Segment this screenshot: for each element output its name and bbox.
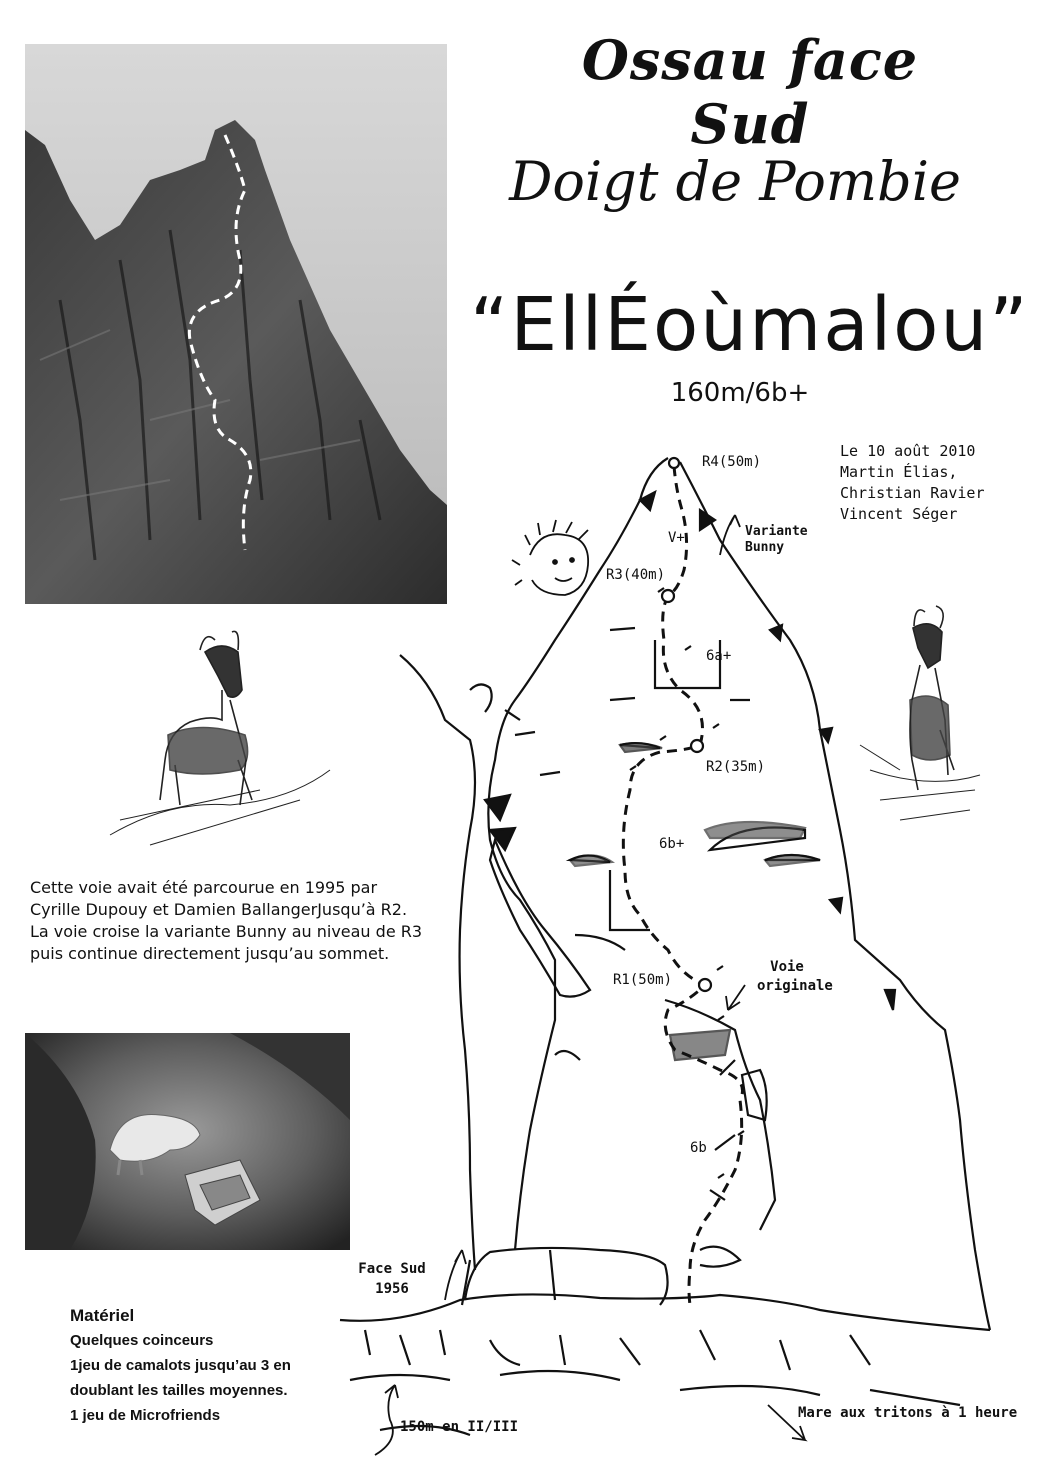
marmot-cave-image: [25, 1033, 350, 1250]
gear-item: 1 jeu de Microfriends: [70, 1407, 221, 1424]
summit-title: Doigt de Pombie: [509, 150, 961, 213]
face-sud-label-line: Face Sud: [358, 1261, 426, 1277]
route-description: [30, 877, 470, 965]
route-grade: 160m/6b+: [670, 378, 810, 408]
first-ascent-credits: [840, 441, 985, 525]
mountain-photo: [25, 44, 447, 604]
original-label-line: Voie: [770, 959, 804, 975]
chamois-sketch-left: [110, 631, 330, 845]
description-line: Cyrille Dupouy et Damien BallangerJusqu’à R2.: [30, 900, 408, 919]
original-label-line: originale: [757, 978, 833, 994]
variant-label-line: Bunny: [745, 540, 785, 555]
route-name: “EllÉoùmalou”: [470, 282, 1030, 368]
description-line: Cette voie avait été parcourue en 1995 par: [30, 878, 378, 897]
description-line: puis continue directement jusqu’au sommet.: [30, 944, 390, 963]
pitch-4-grade: V+: [668, 530, 685, 546]
gear-list: [70, 1303, 330, 1428]
variant-label-line: Variante: [745, 524, 808, 539]
original-route-label: [757, 958, 833, 996]
belay-r3-label: R3(40m): [606, 567, 666, 583]
pitch-2-grade: 6b+: [659, 836, 685, 852]
chamois-sketch-right: [860, 606, 980, 820]
gear-item: Quelques coinceurs: [70, 1332, 214, 1349]
variant-bunny-label: [745, 524, 808, 556]
face-sud-label-line: 1956: [375, 1281, 409, 1297]
credit-name: Vincent Séger: [840, 505, 958, 523]
climber-doodle: [512, 520, 588, 595]
pitch-1-grade: 6b: [690, 1140, 707, 1156]
gear-item: doublant les tailles moyennes.: [70, 1382, 288, 1399]
belay-r1-label: R1(50m): [613, 972, 673, 988]
approach-label: 150m en II/III: [400, 1419, 519, 1435]
gear-title: Matériel: [70, 1306, 135, 1325]
face-sud-1956-label: [356, 1259, 428, 1299]
credit-date: Le 10 août 2010: [840, 442, 976, 460]
description-line: La voie croise la variante Bunny au niveau de R3: [30, 922, 423, 941]
pond-label: Mare aux tritons à 1 heure: [798, 1405, 1018, 1421]
credit-name: Martin Élias,: [840, 463, 958, 481]
belay-r2-label: R2(35m): [706, 759, 766, 775]
mountain-title: Ossau face Sud: [581, 28, 919, 156]
belay-r4-label: R4(50m): [702, 454, 762, 470]
credit-name: Christian Ravier: [840, 484, 985, 502]
pitch-3-grade: 6a+: [706, 648, 732, 664]
gear-item: 1jeu de camalots jusqu’au 3 en: [70, 1357, 291, 1374]
